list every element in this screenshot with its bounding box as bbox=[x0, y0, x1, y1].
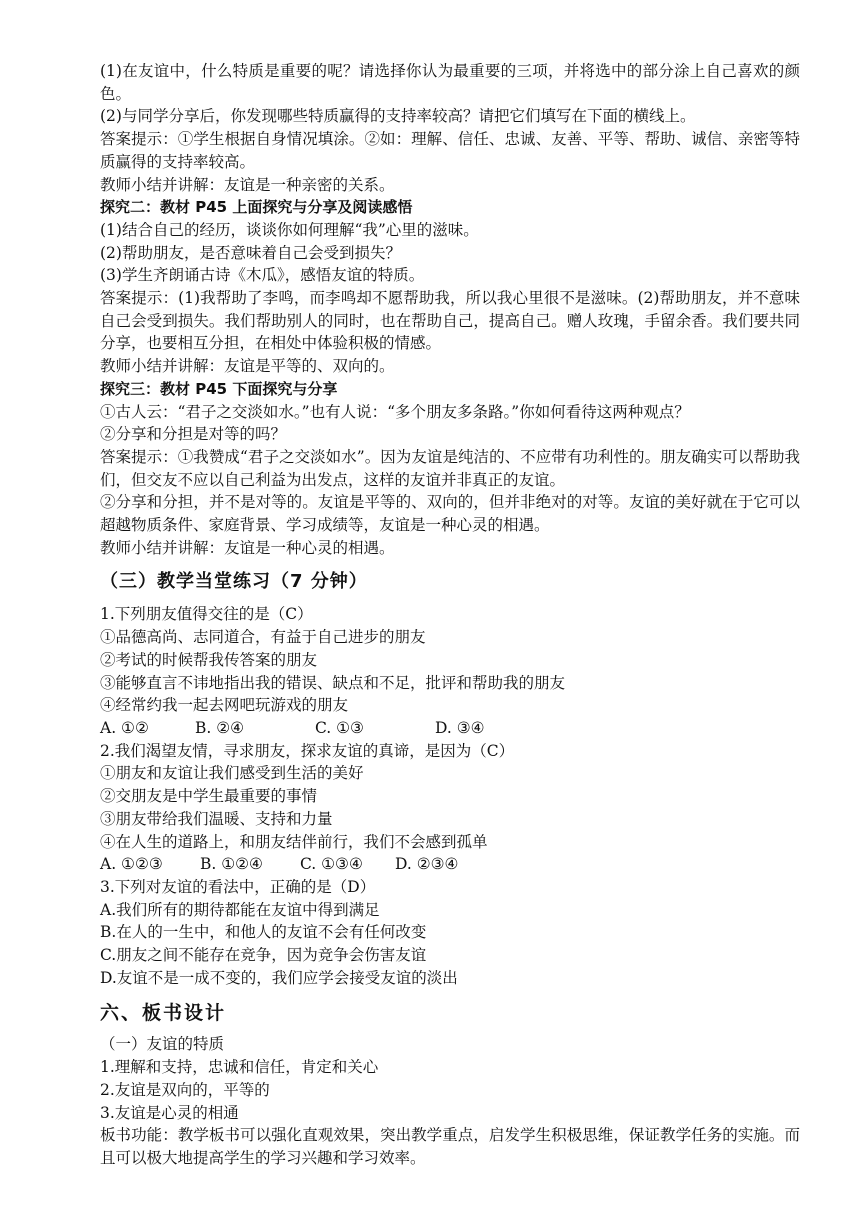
option-b: B. ②④ bbox=[195, 718, 245, 737]
option-c: C. ①③ bbox=[315, 718, 364, 737]
question-item: ③朋友带给我们温暖、支持和力量 bbox=[100, 809, 333, 828]
board-design-title: 六、板书设计 bbox=[100, 1002, 227, 1025]
board-line: 3.友谊是心灵的相通 bbox=[100, 1103, 239, 1122]
explore-3-summary: 教师小结并讲解：友谊是一种心灵的相遇。 bbox=[100, 538, 395, 557]
question-item: ①朋友和友谊让我们感受到生活的美好 bbox=[100, 764, 364, 783]
question-item: B.在人的一生中，和他人的友谊不会有任何改变 bbox=[100, 923, 427, 942]
question-stem: 3.下列对友谊的看法中，正确的是（D） bbox=[100, 877, 376, 896]
explore-3-answer: ②分享和分担，并不是对等的。友谊是平等的、双向的，但并非绝对的对等。友谊的美好就在于它可以超越物质条件、家庭背景、学习成绩等，友谊是一种心灵的相遇。 bbox=[100, 493, 800, 535]
option-d: D. ②③④ bbox=[395, 855, 459, 874]
option-c: C. ①③④ bbox=[300, 855, 363, 874]
explore-2-answer: 答案提示：(1)我帮助了李鸣，而李鸣却不愿帮助我，所以我心里很不是滋味。(2)帮助朋友，并不意味自己会受到损失。我们帮助别人的同时，也在帮助自己，提高自己。赠人玫瑰，手留余香。我们要共同分享，也要相互分担，在相处中体验积极的情感。 bbox=[100, 289, 800, 353]
board-line: 2.友谊是双向的，平等的 bbox=[100, 1080, 270, 1099]
option-a: A. ①②③ bbox=[100, 855, 163, 874]
question-stem: 1.下列朋友值得交往的是（C） bbox=[100, 605, 313, 624]
explore-3-section bbox=[100, 378, 800, 560]
explore-2-summary: 教师小结并讲解：友谊是平等的、双向的。 bbox=[100, 357, 395, 376]
question-2-text: (2)与同学分享后，你发现哪些特质赢得的支持率较高？请把它们填写在下面的横线上。 bbox=[100, 107, 696, 126]
explore-3-answer: 答案提示：①我赞成“君子之交淡如水”。因为友谊是纯洁的、不应带有功利性的。朋友确实可以帮助我们，但交友不应以自己利益为出发点，这样的友谊并非真正的友谊。 bbox=[100, 447, 800, 489]
explore-2-line: (1)结合自己的经历，谈谈你如何理解“我”心里的滋味。 bbox=[100, 220, 479, 239]
question-item: C.朋友之间不能存在竞争，因为竞争会伤害友谊 bbox=[100, 946, 427, 965]
question-item: ①品德高尚、志同道合，有益于自己进步的朋友 bbox=[100, 628, 426, 647]
option-a: A. ①② bbox=[100, 718, 149, 737]
teacher-summary: 教师小结并讲解：友谊是一种亲密的关系。 bbox=[100, 175, 395, 194]
explore-2-line: (2)帮助朋友，是否意味着自己会受到损失？ bbox=[100, 243, 401, 262]
practice-title: （三）教学当堂练习（7 分钟） bbox=[100, 571, 368, 593]
board-line: 1.理解和支持，忠诚和信任，肯定和关心 bbox=[100, 1058, 379, 1077]
board-function: 板书功能：教学板书可以强化直观效果，突出教学重点，启发学生积极思维，保证教学任务的实施。而且可以极大地提高学生的学习兴趣和学习效率。 bbox=[100, 1126, 800, 1167]
explore-2-title: 探究二：教材 P45 上面探究与分享及阅读感悟 bbox=[100, 198, 413, 217]
practice-section bbox=[100, 569, 800, 989]
question-options bbox=[100, 717, 800, 740]
question-item: ④经常约我一起去网吧玩游戏的朋友 bbox=[100, 696, 349, 715]
block1 bbox=[100, 60, 800, 196]
question-2 bbox=[100, 740, 800, 876]
question-3 bbox=[100, 876, 800, 990]
question-item: ②交朋友是中学生最重要的事情 bbox=[100, 787, 318, 806]
explore-3-line: ②分享和分担是对等的吗？ bbox=[100, 425, 287, 444]
answer-hint: 答案提示：①学生根据自身情况填涂。②如：理解、信任、忠诚、友善、平等、帮助、诚信、亲密等特质赢得的支持率较高。 bbox=[100, 130, 800, 171]
board-line: （一）友谊的特质 bbox=[100, 1035, 225, 1054]
question-stem: 2.我们渴望友情，寻求朋友，探求友谊的真谛，是因为（C） bbox=[100, 741, 515, 760]
explore-2-section bbox=[100, 196, 800, 378]
question-1-text: (1)在友谊中，什么特质是重要的呢？请选择你认为最重要的三项，并将选中的部分涂上自己喜欢的颜色。 bbox=[100, 62, 800, 103]
board-design-section bbox=[100, 999, 800, 1169]
option-d: D. ③④ bbox=[435, 718, 485, 737]
question-options bbox=[100, 853, 800, 876]
document-page bbox=[100, 60, 800, 1170]
explore-3-line: ①古人云：“君子之交淡如水。”也有人说：“多个朋友多条路。”你如何看待这两种观点？ bbox=[100, 402, 690, 421]
question-item: ③能够直言不讳地指出我的错误、缺点和不足，批评和帮助我的朋友 bbox=[100, 673, 566, 692]
explore-3-title: 探究三：教材 P45 下面探究与分享 bbox=[100, 379, 338, 398]
question-1 bbox=[100, 603, 800, 739]
question-item: ④在人生的道路上，和朋友结伴前行，我们不会感到孤单 bbox=[100, 832, 488, 851]
option-b: B. ①②④ bbox=[200, 855, 263, 874]
explore-2-line: (3)学生齐朗诵古诗《木瓜》，感悟友谊的特质。 bbox=[100, 266, 425, 285]
question-item: A.我们所有的期待都能在友谊中得到满足 bbox=[100, 900, 380, 919]
question-item: D.友谊不是一成不变的，我们应学会接受友谊的淡出 bbox=[100, 968, 458, 987]
question-item: ②考试的时候帮我传答案的朋友 bbox=[100, 650, 318, 669]
